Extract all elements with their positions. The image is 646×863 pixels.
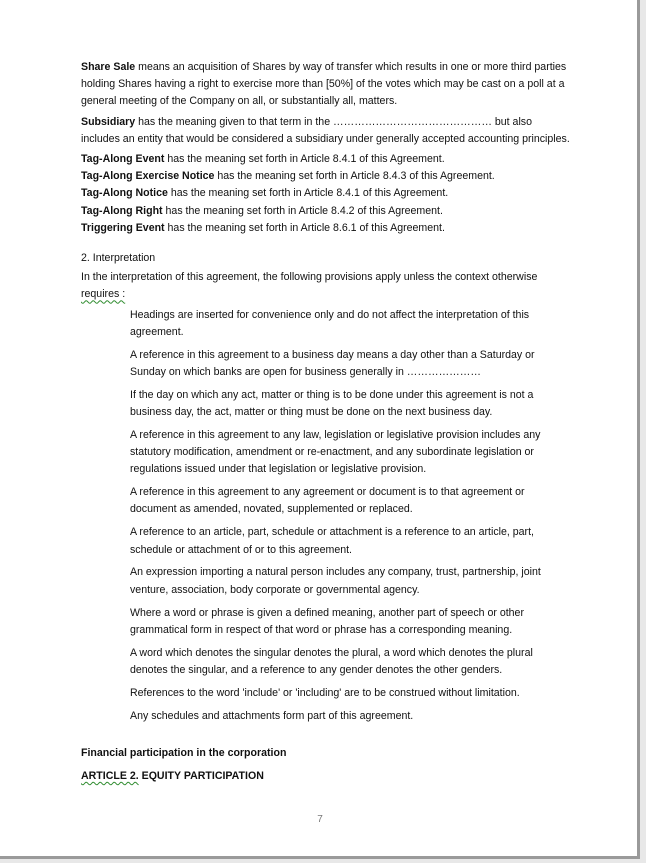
definition-text: has the meaning set forth in Article 8.4.1 of this Agreement. [167, 187, 449, 200]
definition-term: Tag-Along Right [81, 204, 163, 217]
provision-item: Any schedules and attachments form part of this agreement. [130, 709, 414, 722]
interpretation-intro [81, 269, 571, 303]
definition-tag-along-event [81, 151, 571, 168]
definition-text: has the meaning set forth in Article 8.4.2 of this Agreement. [162, 204, 443, 217]
provision-item: A reference in this agreement to a business day means a day other than a Saturday or Sunday on which banks are open for business generally in ………………… [130, 348, 535, 378]
provision-item: A reference in this agreement to any agreement or document is to that agreement or document as amended, novated, supplemented or replaced. [130, 486, 525, 516]
article-title: EQUITY PARTICIPATION [138, 769, 264, 782]
provision-item: If the day on which any act, matter or thing is to be done under this agreement is not a business day, the act, matter or thing must be done on the next business day. [130, 388, 534, 419]
provision-item: References to the word 'include' or 'including' are to be construed without limitation. [130, 686, 520, 699]
page-content [81, 59, 571, 785]
definition-term: Tag-Along Event [81, 153, 165, 166]
definition-tag-along-notice [81, 185, 571, 202]
definition-tag-along-exercise-notice [81, 168, 571, 185]
definition-share-sale [81, 59, 571, 111]
article-heading [81, 768, 571, 785]
provision-item: Where a word or phrase is given a defined meaning, another part of speech or other grammatical form in respect of that word or phrase has a corresponding meaning. [130, 606, 524, 636]
definition-text: has the meaning set forth in Article 8.6.1 of this Agreement. [164, 221, 445, 234]
definition-tag-along-right [81, 203, 571, 220]
definition-term: Share Sale [81, 61, 136, 73]
article-prefix: ARTICLE 2. [81, 769, 139, 782]
definition-text: has the meaning set forth in Article 8.4.1 of this Agreement. [164, 153, 445, 166]
definition-subsidiary [81, 114, 571, 148]
definition-text: means an acquisition of Shares by way of transfer which results in one or more third parties holding Shares having a right to exercise more than [50%] of the votes which may be cast on a poll at a general meeting of the Company on all, or substantially all, matters. [81, 61, 567, 108]
provision-item: Headings are inserted for convenience only and do not affect the interpretation of this agreement. [130, 308, 530, 338]
interpretation-intro-text: In the interpretation of this agreement, the following provisions apply unless the context otherwise [81, 271, 538, 284]
definition-text: has the meaning set forth in Article 8.4.3 of this Agreement. [214, 170, 495, 183]
interpretation-heading: 2. Interpretation [81, 252, 156, 265]
financial-participation-heading: Financial participation in the corporation [81, 746, 287, 759]
page-number: 7 [317, 814, 323, 825]
provision-item: A reference to an article, part, schedule or attachment is a reference to an article, part, schedule or attachment of or to this agreement. [130, 526, 534, 556]
definition-term: Tag-Along Exercise Notice [81, 170, 215, 183]
definition-text: has the meaning given to that term in the ……………………………………… but also includes an entity that would be considered a subsidiary under generally accepted accounting principles. [81, 115, 570, 145]
provision-item: A reference in this agreement to any law, legislation or legislative provision includes any statutory modification, amendment or re-enactment, and any subordinate legislation or regulations issued under that legislation or legislative provision. [130, 428, 541, 476]
interpretation-provisions [81, 307, 560, 725]
definition-term: Triggering Event [81, 221, 165, 234]
provision-item: An expression importing a natural person includes any company, trust, partnership, joint venture, association, body corporate or governmental agency. [130, 566, 541, 596]
definition-term: Subsidiary [81, 115, 136, 128]
definition-triggering-event [81, 220, 571, 237]
interpretation-intro-end: requires : [81, 288, 126, 301]
definition-term: Tag-Along Notice [81, 187, 168, 200]
provision-item: A word which denotes the singular denotes the plural, a word which denotes the plural denotes the singular, and a reference to any gender denotes the other genders. [130, 646, 533, 676]
